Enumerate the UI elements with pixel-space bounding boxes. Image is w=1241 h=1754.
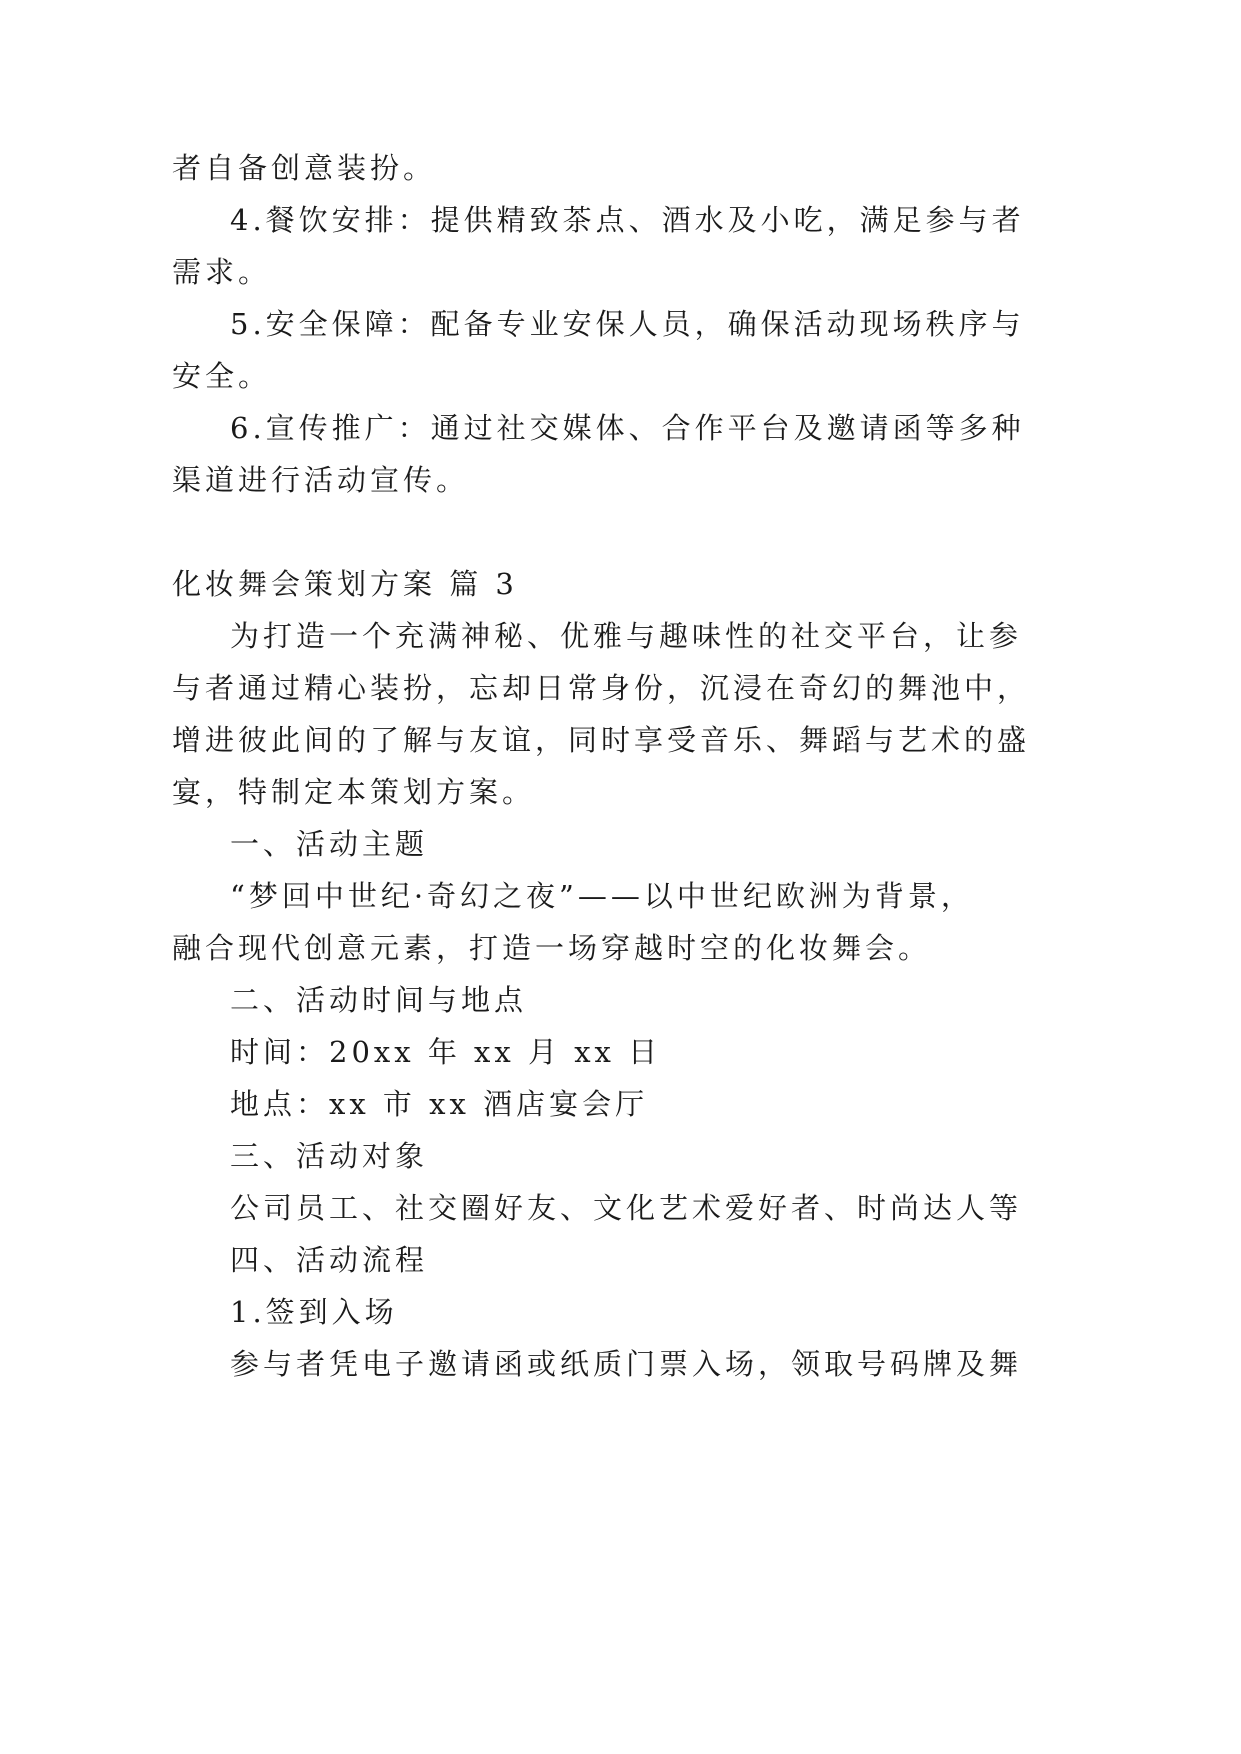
text-line: 6.宣传推广：通过社交媒体、合作平台及邀请函等多种 bbox=[230, 411, 1025, 445]
text-line: 公司员工、社交圈好友、文化艺术爱好者、时尚达人等 bbox=[230, 1191, 1023, 1225]
text-line: 增进彼此间的了解与友谊，同时享受音乐、舞蹈与艺术的盛 bbox=[172, 723, 1031, 757]
text-line: 二、活动时间与地点 bbox=[230, 983, 528, 1017]
text-line: 参与者凭电子邀请函或纸质门票入场，领取号码牌及舞 bbox=[230, 1347, 1023, 1381]
text-line: 四、活动流程 bbox=[230, 1243, 429, 1277]
text-line: “梦回中世纪·奇幻之夜”——以中世纪欧洲为背景， bbox=[230, 879, 974, 913]
text-line: 4.餐饮安排：提供精致茶点、酒水及小吃，满足参与者 bbox=[230, 203, 1025, 237]
text-line: 需求。 bbox=[172, 255, 272, 289]
text-line: 为打造一个充满神秘、优雅与趣味性的社交平台，让参 bbox=[230, 619, 1023, 653]
text-line: 1.签到入场 bbox=[230, 1295, 398, 1329]
text-line: 地点：xx 市 xx 酒店宴会厅 bbox=[230, 1087, 649, 1121]
text-line: 者自备创意装扮。 bbox=[172, 151, 437, 185]
text-line: 安全。 bbox=[172, 359, 272, 393]
text-line: 三、活动对象 bbox=[230, 1139, 429, 1173]
text-line: 一、活动主题 bbox=[230, 827, 429, 861]
section-heading: 化妆舞会策划方案 篇 3 bbox=[172, 567, 518, 601]
text-line: 与者通过精心装扮，忘却日常身份，沉浸在奇幻的舞池中， bbox=[172, 671, 1031, 705]
text-line: 宴，特制定本策划方案。 bbox=[172, 775, 536, 809]
text-line: 时间：20xx 年 xx 月 xx 日 bbox=[230, 1035, 662, 1069]
text-line: 渠道进行活动宣传。 bbox=[172, 463, 470, 497]
text-line: 5.安全保障：配备专业安保人员，确保活动现场秩序与 bbox=[230, 307, 1025, 341]
text-line: 融合现代创意元素，打造一场穿越时空的化妆舞会。 bbox=[172, 931, 932, 965]
